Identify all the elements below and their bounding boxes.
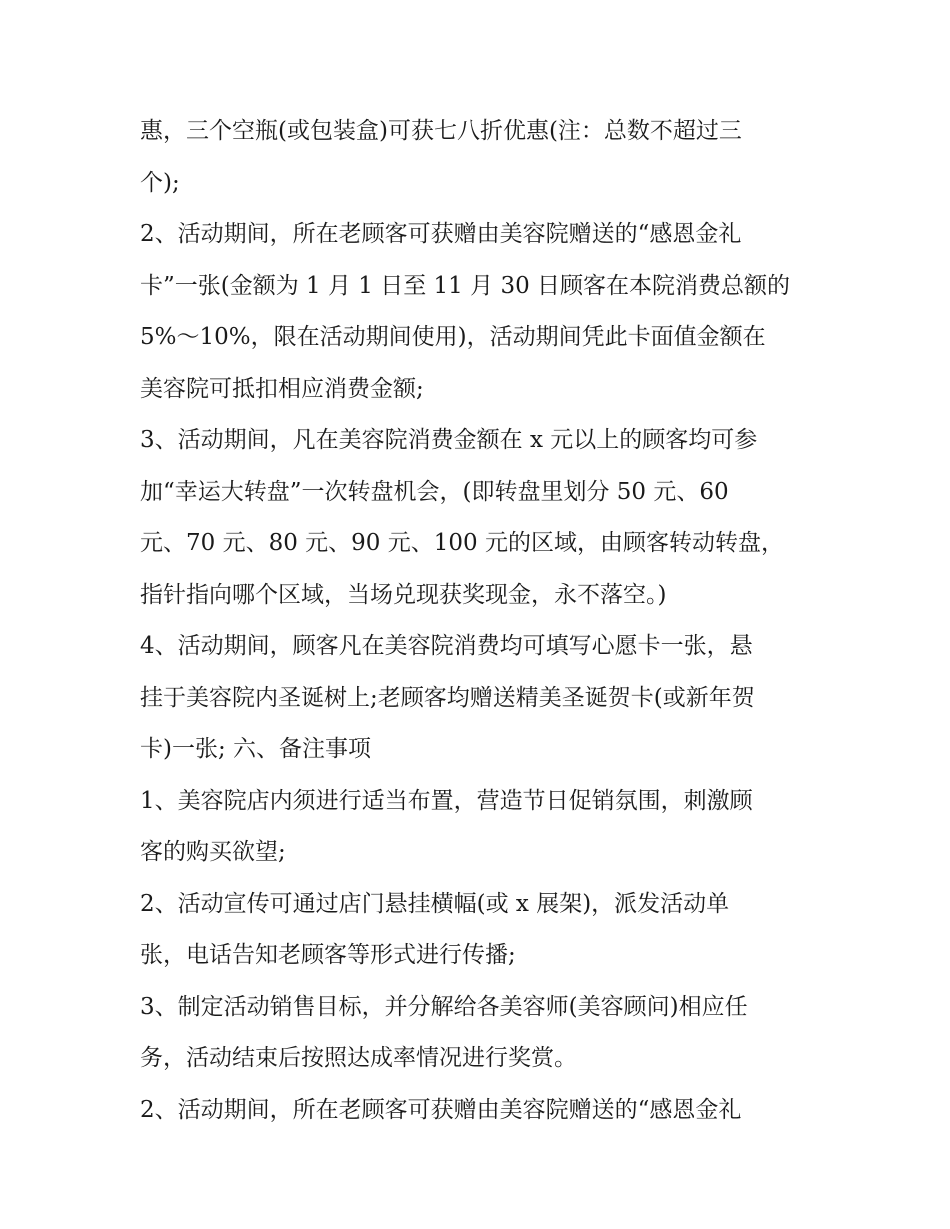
- text-line: 4、活动期间，顾客凡在美容院消费均可填写心愿卡一张，悬: [140, 633, 753, 659]
- text-line: 元、70 元、80 元、90 元、100 元的区域，由顾客转动转盘，: [140, 530, 784, 556]
- text-line: 务，活动结束后按照达成率情况进行奖赏。: [140, 1045, 577, 1071]
- text-line: 加“幸运大转盘”一次转盘机会，(即转盘里划分 50 元、60: [140, 478, 729, 505]
- text-line: 卡”一张(金额为 1 月 1 日至 11 月 30 日顾客在本院消费总额的: [140, 272, 791, 299]
- text-line: 2、活动宣传可通过店门悬挂横幅(或 x 展架)，派发活动单: [140, 890, 730, 917]
- text-line: 5%～10%，限在活动期间使用)，活动期间凭此卡面值金额在: [140, 324, 766, 350]
- text-line: 个);: [140, 169, 180, 196]
- text-line: 张，电话告知老顾客等形式进行传播;: [140, 942, 516, 968]
- text-line: 挂于美容院内圣诞树上;老顾客均赠送精美圣诞贺卡(或新年贺: [140, 684, 755, 711]
- text-line: 惠，三个空瓶(或包装盒)可获七八折优惠(注：总数不超过三: [140, 118, 742, 144]
- text-line: 3、活动期间，凡在美容院消费金额在 x 元以上的顾客均可参: [140, 427, 758, 453]
- text-line: 美容院可抵扣相应消费金额;: [140, 375, 424, 402]
- text-line: 1、美容院店内须进行适当布置，营造节日促销氛围，刺激顾: [140, 787, 753, 814]
- text-line: 客的购买欲望;: [140, 839, 286, 865]
- text-line: 卡)一张; 六、备注事项: [140, 736, 372, 762]
- text-line: 2、活动期间，所在老顾客可获赠由美容院赠送的“感恩金礼: [140, 221, 742, 247]
- text-line: 指针指向哪个区域，当场兑现获奖现金，永不落空。): [140, 581, 667, 608]
- text-line: 3、制定活动销售目标，并分解给各美容师(美容顾问)相应任: [140, 993, 748, 1020]
- body-text: [140, 106, 820, 1136]
- text-line: 2、活动期间，所在老顾客可获赠由美容院赠送的“感恩金礼: [140, 1096, 742, 1123]
